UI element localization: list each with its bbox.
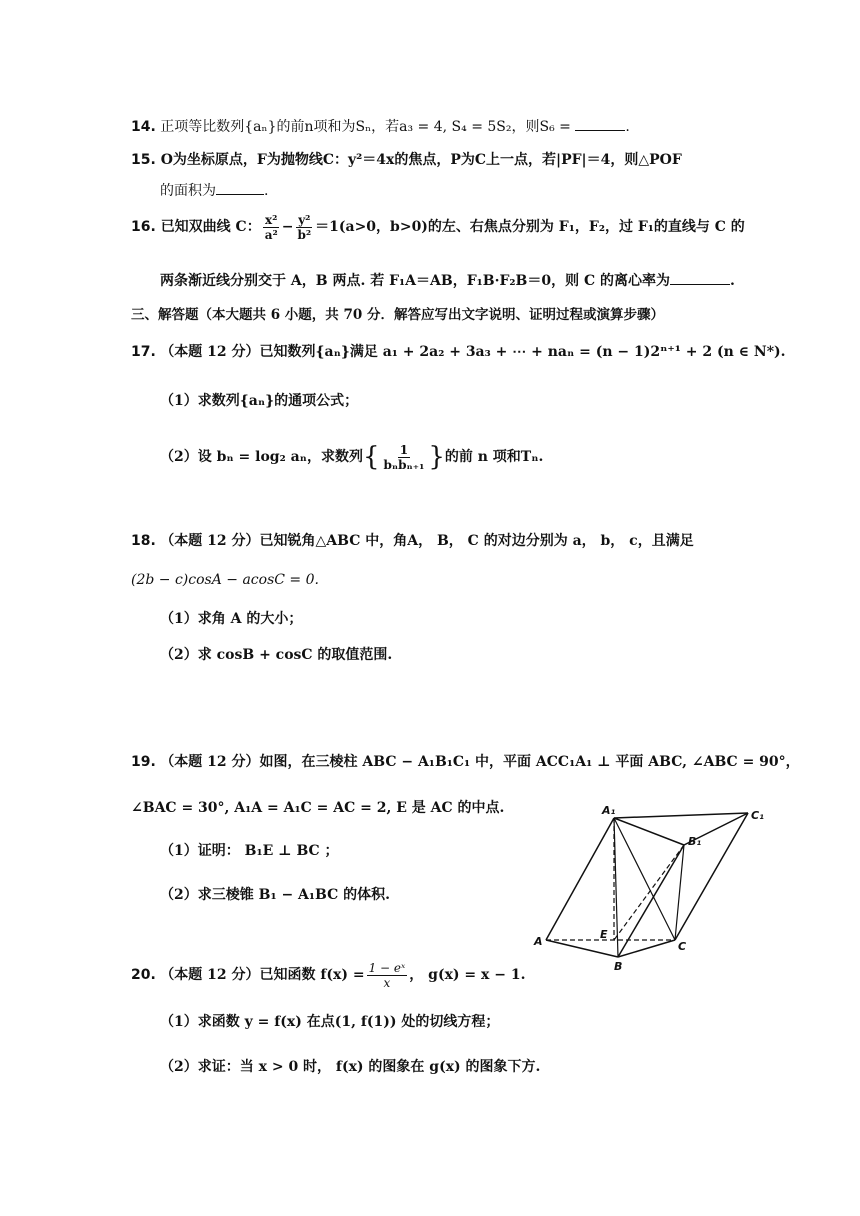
denominator: bₙbₙ₊₁ — [383, 457, 425, 472]
question-text: （本题 12 分）已知锐角△ABC 中，角A， B， C 的对边分别为 a， b， c，且满足 — [160, 533, 694, 549]
question-text: 的前 n 项和Tₙ. — [444, 449, 544, 465]
label-C1: C₁ — [751, 809, 764, 822]
edge-a1b1 — [614, 818, 684, 845]
answer-blank — [216, 180, 264, 195]
denominator: a² — [264, 227, 278, 242]
question-15 — [131, 150, 682, 170]
question-15-line2 — [160, 180, 268, 201]
question-text: 已知双曲线 C： — [160, 219, 261, 235]
question-text: ， g(x) = x − 1. — [409, 967, 526, 983]
q20-part-1: （1）求函数 y = f(x) 在点(1, f(1)) 处的切线方程； — [160, 1014, 500, 1030]
section-heading: 三、解答题（本大题共 6 小题，共 70 分．解答应写出文字说明、证明过程或演算步骤） — [131, 307, 664, 323]
question-20 — [131, 958, 525, 992]
question-number: 14. — [131, 119, 156, 135]
fraction-1-minus-ex — [367, 961, 408, 990]
question-number: 17. — [131, 344, 156, 360]
q18-part-1: （1）求角 A 的大小； — [160, 611, 303, 627]
question-number: 16. — [131, 219, 156, 235]
question-number: 15. — [131, 152, 156, 168]
question-text: O为坐标原点，F为抛物线C：y²＝4x的焦点，P为C上一点，若|PF|＝4，则△POF — [160, 152, 682, 168]
label-A1: A₁ — [602, 804, 616, 817]
edge-a1a — [546, 818, 614, 940]
label-A: A — [534, 935, 543, 948]
period: . — [264, 183, 269, 199]
denominator: x — [383, 975, 391, 990]
right-brace: } — [428, 442, 445, 472]
fraction-x2-a2 — [263, 213, 280, 242]
question-text: （本题 12 分）已知数列{aₙ}满足 a₁ + 2a₂ + 3a₃ + ⋯ + naₙ = (n − 1)2ⁿ⁺¹ + 2 (n ∈ N*). — [160, 344, 786, 360]
denominator: b² — [297, 227, 312, 242]
minus-sign: − — [281, 219, 294, 235]
q18-part-2: （2）求 cosB + cosC 的取值范围. — [160, 647, 393, 663]
prism-figure — [530, 800, 775, 975]
label-C: C — [678, 940, 687, 953]
numerator: y² — [298, 212, 311, 227]
numerator: 1 − eˣ — [368, 960, 406, 975]
question-text: 两条渐近线分别交于 A，B 两点. 若 F₁A＝AB，F₁B·F₂B＝0，则 C 的离心率为 — [160, 273, 671, 289]
question-17 — [131, 342, 786, 362]
label-B: B — [614, 960, 623, 973]
question-number: 19. — [131, 754, 156, 770]
question-text: （2）设 bₙ = log₂ aₙ，求数列 — [160, 449, 363, 465]
q20-part-2: （2）求证：当 x > 0 时， f(x) 的图象在 g(x) 的图象下方. — [160, 1059, 541, 1075]
label-B1: B₁ — [688, 835, 702, 848]
period: . — [625, 119, 630, 135]
question-text: 的面积为 — [160, 183, 216, 199]
question-number: 20. — [131, 967, 156, 983]
question-18 — [131, 531, 694, 551]
q17-part-2 — [160, 440, 543, 474]
left-brace: { — [362, 442, 380, 472]
edge-b1e-hidden — [614, 845, 684, 940]
q17-part-1: （1）求数列{aₙ}的通项公式； — [160, 393, 359, 409]
question-16-line2 — [160, 270, 735, 291]
question-number: 18. — [131, 533, 156, 549]
fraction-1-over-bn — [382, 443, 427, 472]
question-text: 正项等比数列{aₙ}的前n项和为Sₙ，若a₃ = 4, S₄ = 5S₂，则S₆ = — [160, 119, 576, 135]
period: . — [730, 273, 735, 289]
numerator: x² — [265, 212, 278, 227]
q19-part-1: （1）证明： B₁E ⊥ BC ； — [160, 843, 339, 859]
q19-conditions: ∠BAC = 30°, A₁A = A₁C = AC = 2, E 是 AC 的中点. — [131, 800, 505, 816]
q18-equation: (2b − c)cosA − acosC = 0. — [131, 572, 319, 588]
numerator: 1 — [399, 442, 409, 457]
answer-blank — [670, 270, 730, 285]
answer-blank — [575, 116, 625, 131]
edge-a1c1 — [614, 813, 748, 818]
edge-a1c — [614, 818, 675, 940]
question-text: （本题 12 分）如图，在三棱柱 ABC − A₁B₁C₁ 中，平面 ACC₁A₁ ⊥ 平面 ABC, ∠ABC = 90°， — [160, 754, 800, 770]
question-text: ＝1(a>0，b>0)的左、右焦点分别为 F₁，F₂，过 F₁的直线与 C 的 — [315, 219, 745, 235]
q19-part-2: （2）求三棱锥 B₁ − A₁BC 的体积. — [160, 887, 391, 903]
question-19 — [131, 752, 800, 772]
edge-ab — [546, 940, 618, 957]
question-text: （本题 12 分）已知函数 f(x) = — [160, 967, 365, 983]
question-16 — [131, 212, 745, 242]
label-E: E — [600, 928, 608, 941]
question-14 — [131, 116, 630, 137]
fraction-y2-b2 — [295, 213, 313, 242]
